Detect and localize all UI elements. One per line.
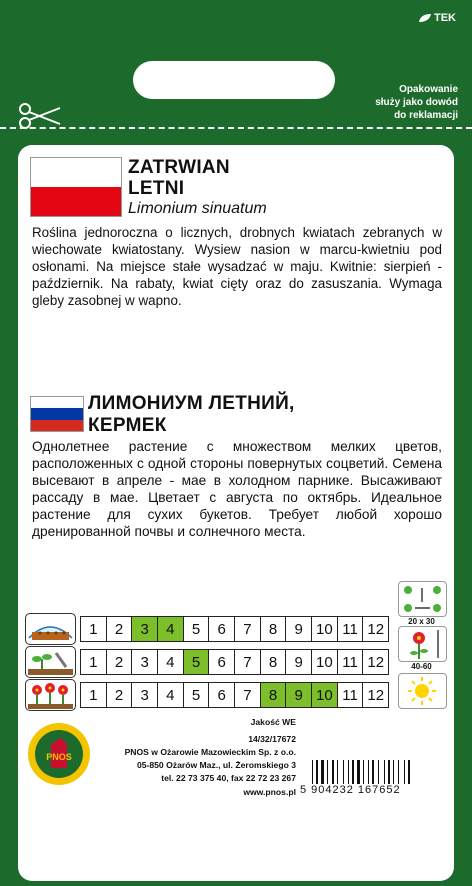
month-cell: 2 (107, 650, 133, 674)
month-cell: 2 (107, 617, 133, 641)
sun-icon (398, 673, 447, 709)
plant-height-icon (398, 626, 447, 662)
barcode-bar (329, 760, 331, 784)
barcode-bar (337, 760, 338, 784)
website: www.pnos.pl (243, 787, 296, 797)
month-cell: 3 (132, 650, 158, 674)
month-cell: 10 (312, 617, 338, 641)
barcode-bar (400, 760, 403, 784)
barcode-bar (345, 760, 347, 784)
barcode (312, 760, 444, 784)
barcode-bar (332, 760, 334, 784)
brand-logo (418, 12, 456, 24)
lot-code: 14/32/17672 (248, 734, 296, 744)
barcode-bar (363, 760, 364, 784)
barcode-bar (375, 760, 377, 784)
producer-line3: tel. 22 73 375 40, fax 22 72 23 267 (161, 773, 296, 783)
month-cell: 7 (235, 650, 261, 674)
month-cell: 9 (286, 650, 312, 674)
month-cell: 7 (235, 683, 261, 707)
month-cell: 12 (367, 653, 385, 671)
barcode-bar (406, 760, 407, 784)
month-cell: 4 (158, 650, 184, 674)
brand-name: TEK (434, 12, 456, 24)
barcode-bar (314, 760, 315, 784)
quality-label: Jakość WE (250, 717, 296, 727)
month-cell: 7 (235, 617, 261, 641)
title-ru-line1: ЛИМОНИУМ ЛЕТНИЙ, (88, 393, 295, 414)
barcode-bar (408, 760, 410, 784)
barcode-bar (357, 760, 360, 784)
barcode-bar (327, 760, 328, 784)
month-cell: 2 (107, 683, 133, 707)
month-cell: 11 (338, 650, 364, 674)
barcode-bar (378, 760, 379, 784)
barcode-bar (361, 760, 362, 784)
latin-name: Limonium sinuatum (128, 200, 267, 217)
polish-flag (30, 157, 122, 217)
barcode-bar (325, 760, 326, 784)
month-cell: 11 (338, 683, 364, 707)
barcode-digits: 5 904232 167652 (300, 784, 401, 796)
barcode-bar (321, 760, 324, 784)
month-cell: 1 (81, 683, 107, 707)
barcode-bar (365, 760, 367, 784)
barcode-bar (388, 760, 390, 784)
month-cell: 1 (81, 617, 107, 641)
cut-line (0, 127, 472, 129)
month-cell: 4 (158, 683, 184, 707)
barcode-bar (404, 760, 405, 784)
sowing-calendar-row (80, 616, 389, 642)
title-pl (128, 157, 230, 199)
title-ru (88, 393, 295, 437)
title-pl-line1: ZATRWIAN (128, 157, 230, 178)
barcode-bar (393, 760, 394, 784)
pnos-logo (27, 722, 91, 786)
flowering-icon (25, 679, 76, 711)
spacing-icon (398, 581, 447, 617)
russian-flag (30, 396, 84, 432)
barcode-bar (395, 760, 397, 784)
svg-text:PNOS: PNOS (46, 752, 72, 762)
barcode-bar (352, 760, 354, 784)
month-cell: 3 (132, 617, 158, 641)
month-cell: 8 (261, 683, 287, 707)
barcode-bar (391, 760, 392, 784)
month-cell: 5 (184, 617, 210, 641)
month-cell: 12 (367, 686, 385, 704)
barcode-bar (380, 760, 383, 784)
description-ru: Однолетнее растение с множеством мелких цветов, расположенных с одной стороны повернутых соцветий. Семена высевают в апреле - мае в холодном парнике. Высаживают рассаду в мае. Цветает с августа по октябрь. Идеальное растение для сухих букетов. Требует любой хорошо дренированной почвы и солнечного места. (32, 439, 442, 539)
flowering-calendar-row (80, 682, 389, 708)
barcode-bar (316, 760, 318, 784)
packaging-note (348, 83, 458, 122)
leaf-icon (418, 13, 432, 23)
month-cell: 10 (312, 683, 338, 707)
spacing-label: 20 x 30 (408, 617, 435, 626)
month-cell: 1 (81, 650, 107, 674)
barcode-bar (350, 760, 351, 784)
barcode-bar (384, 760, 385, 784)
scissors-icon (16, 102, 62, 130)
barcode-bar (372, 760, 374, 784)
producer-line1: PNOS w Ożarowie Mazowieckim Sp. z o.o. (124, 747, 296, 757)
planting-icon (25, 646, 76, 678)
month-cell: 6 (209, 617, 235, 641)
barcode-bar (348, 760, 349, 784)
barcode-bar (398, 760, 399, 784)
month-cell: 9 (286, 617, 312, 641)
month-cell: 5 (184, 683, 210, 707)
month-cell: 11 (338, 617, 364, 641)
barcode-bar (335, 760, 336, 784)
month-cell: 10 (312, 650, 338, 674)
hang-slot (133, 61, 335, 99)
barcode-bar (312, 760, 313, 784)
packaging-note-line: do reklamacji (394, 110, 458, 121)
month-cell: 8 (261, 650, 287, 674)
packaging-note-line: służy jako dowód (375, 97, 458, 108)
barcode-bar (368, 760, 369, 784)
month-cell: 6 (209, 683, 235, 707)
month-cell: 5 (184, 650, 210, 674)
month-cell: 6 (209, 650, 235, 674)
month-cell: 12 (367, 620, 385, 638)
month-cell: 9 (286, 683, 312, 707)
month-cell: 4 (158, 617, 184, 641)
barcode-bar (370, 760, 371, 784)
month-cell: 3 (132, 683, 158, 707)
producer-line2: 05-850 Ożarów Maz., ul. Żeromskiego 3 (136, 760, 296, 770)
description-pl: Roślina jednoroczna o licznych, drobnych kwiatach zebranych w wiechowate kwiatostany. Wysiew nasion w marcu-kwietniu pod osłonami. Na miejsce stałe wysadzać w maju. Kwitnie: sierpień - październik. Na rabaty, kwiat cięty oraz do zasuszania. Wymaga gleby zasobnej w wapno. (32, 225, 442, 308)
title-ru-line2: КЕРМЕК (88, 415, 167, 436)
packaging-note-line: Opakowanie (399, 84, 458, 95)
planting-calendar-row (80, 649, 389, 675)
barcode-bar (355, 760, 356, 784)
barcode-bar (411, 760, 412, 784)
sowing-under-cover-icon (25, 613, 76, 645)
barcode-bar (343, 760, 344, 784)
barcode-bar (386, 760, 387, 784)
barcode-bar (319, 760, 320, 784)
title-pl-line2: LETNI (128, 178, 185, 199)
height-label: 40-60 (411, 662, 432, 671)
barcode-bar (339, 760, 342, 784)
month-cell: 8 (261, 617, 287, 641)
